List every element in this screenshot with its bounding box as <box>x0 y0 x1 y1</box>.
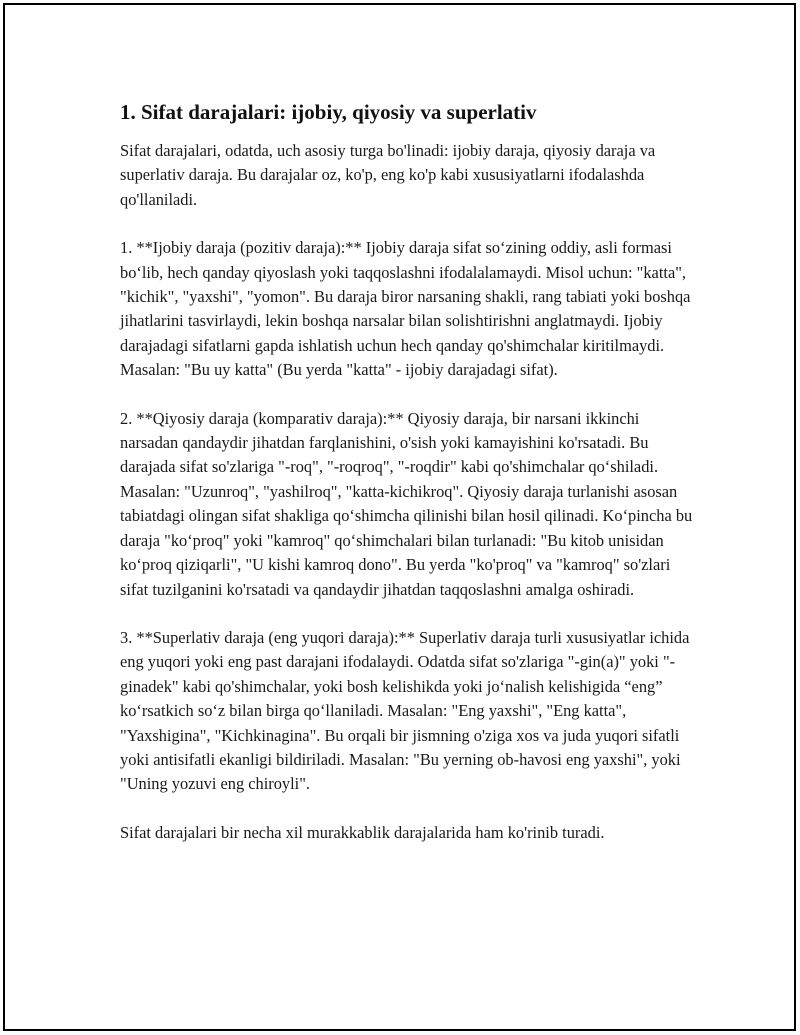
intro-paragraph: Sifat darajalari, odatda, uch asosiy turga bo'linadi: ijobiy daraja, qiyosiy daraja va superlativ daraja. Bu darajalar oz, ko'p, eng ko'p kabi xususiyatlarni ifodalashda qo'llaniladi. <box>120 141 656 209</box>
positive-degree-paragraph: 1. **Ijobiy daraja (pozitiv daraja):** Ijobiy daraja sifat so‘zining oddiy, asli formasi bo‘lib, hech qanday qiyoslash yoki taqqoslashni ifodalalamaydi. Misol uchun: "katta", "kichik", "yaxshi", "yomon". Bu daraja biror narsaning shakli, rang tabiati yoki boshqa jihatlarini tasvirlaydi, lekin boshqa narsalar bilan solishtirishni anglatmaydi. Ijobiy darajadagi sifatlarni gapda ishlatish uchun hech qanday qo'shimchalar kiritilmaydi. Masalan: "Bu uy katta" (Bu yerda "katta" - ijobiy darajadagi sifat). <box>120 238 691 380</box>
closing-paragraph: Sifat darajalari bir necha xil murakkablik darajalarida ham ko'rinib turadi. <box>120 822 605 842</box>
document-page <box>3 3 796 1031</box>
section-heading: 1. Sifat darajalari: ijobiy, qiyosiy va superlativ <box>120 100 537 124</box>
comparative-degree-paragraph: 2. **Qiyosiy daraja (komparativ daraja):** Qiyosiy daraja, bir narsani ikkinchi narsadan qandaydir jihatdan farqlanishini, o'sish yoki kamayishini ko'rsatadi. Bu darajada sifat so'zlariga "-roq", "-roqroq", "-roqdir" kabi qo'shimchalar qo‘shiladi. Masalan: "Uzunroq", "yashilroq", "katta-kichikroq". Qiyosiy daraja turlanishi asosan tabiatdagi olingan sifat shakliga qo‘shimcha qilinishi bilan hosil qilinadi. Ko‘pincha bu daraja "ko‘proq" yoki "kamroq" qo‘shimchalari bilan turlanadi: "Bu kitob unisidan ko‘proq qiziqarli", "U kishi kamroq dono". Bu yerda "ko'proq" va "kamroq" so'zlari sifat tuzilganini ko'rsatadi va qandaydir jihatdan taqqoslashni amalga oshiradi. <box>120 408 693 599</box>
superlative-degree-paragraph: 3. **Superlativ daraja (eng yuqori daraja):** Superlativ daraja turli xususiyatlar ichida eng yuqori yoki eng past darajani ifodalaydi. Odatda sifat so'zlariga "-gin(a)" yoki "-ginadek" kabi qo'shimchalar, yoki bosh kelishikda yoki jo‘nalish kelishigida “eng” ko‘rsatkich so‘z bilan birga qo‘llaniladi. Masalan: "Eng yaxshi", "Eng katta", "Yaxshigina", "Kichkinagina". Bu orqali bir jismning o'ziga xos va juda yuqori sifatli yoki antisifatli ekanligi bildiriladi. Masalan: "Bu yerning ob-havosi eng yaxshi", yoki "Uning yozuvi eng chiroyli". <box>120 627 690 794</box>
document-body <box>120 99 695 869</box>
